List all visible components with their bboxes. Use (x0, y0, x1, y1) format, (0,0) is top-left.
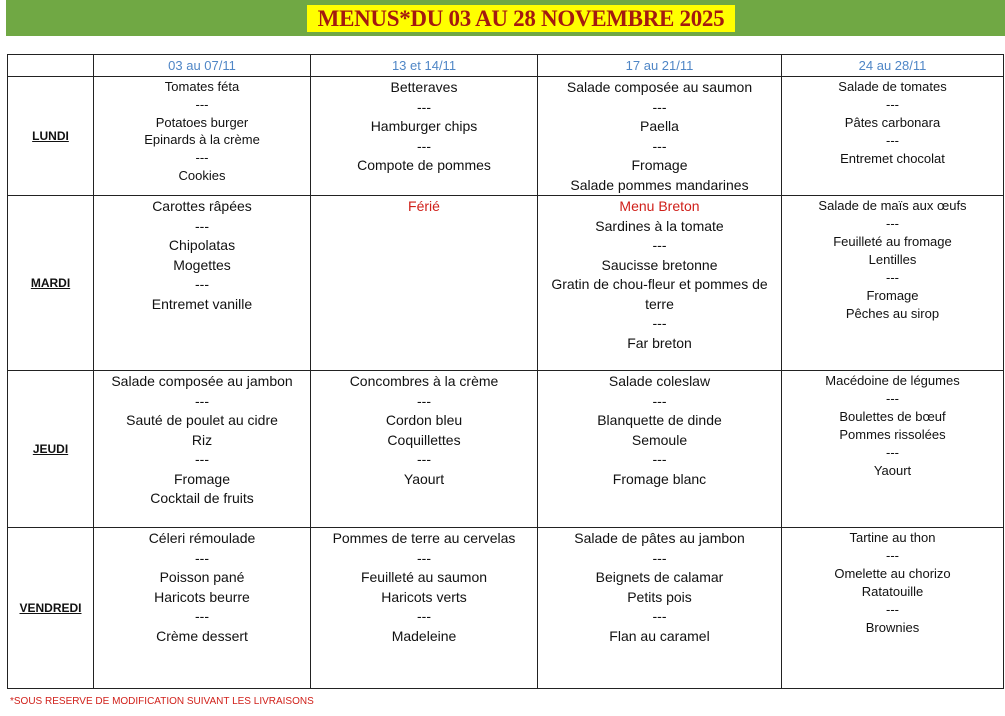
corner-cell (8, 55, 94, 77)
menu-item: Haricots verts (381, 588, 467, 605)
table-row (8, 77, 1004, 196)
menu-item: Salade pommes mandarines (570, 176, 749, 193)
menu-item: Brownies (865, 620, 920, 635)
menu-item: Fromage blanc (612, 470, 707, 487)
menu-cell (782, 528, 1004, 689)
column-header: 24 au 28/11 (782, 55, 1004, 77)
menu-item: Pâtes carbonara (844, 115, 941, 130)
menu-item: Far breton (627, 334, 692, 351)
menu-item: Yaourt (403, 470, 445, 487)
separator: --- (195, 217, 209, 234)
menu-item: Boulettes de bœuf (839, 409, 946, 424)
menu-item: Semoule (631, 431, 688, 448)
menu-item: Tomates féta (164, 79, 240, 94)
column-header: 13 et 14/11 (311, 55, 538, 77)
separator: --- (417, 137, 431, 154)
menu-cell (538, 528, 782, 689)
table-row (8, 528, 1004, 689)
separator: --- (652, 98, 667, 115)
table-row (8, 196, 1004, 371)
menu-item: Beignets de calamar (595, 569, 724, 585)
menu-item: Pêches au sirop (845, 306, 940, 321)
separator: --- (195, 608, 209, 624)
menu-item: Fromage (866, 288, 919, 303)
menu-cell (311, 196, 538, 371)
menu-item: Ratatouille (861, 584, 924, 599)
separator: --- (195, 549, 209, 566)
menu-item: Férié (408, 198, 440, 214)
menu-item: Lentilles (868, 252, 917, 267)
menu-item: Carottes râpées (152, 198, 252, 214)
page-title: MENUS*DU 03 AU 28 NOVEMBRE 2025 (307, 5, 735, 32)
menu-item: Macédoine de légumes (825, 373, 960, 388)
menu-item: Chipolatas (168, 237, 236, 253)
menu-cell (782, 196, 1004, 371)
separator: --- (886, 445, 899, 460)
menu-item: Salade de maïs aux œufs (818, 198, 967, 213)
separator: --- (195, 451, 209, 467)
separator: --- (195, 392, 209, 409)
menu-item: Salade composée au saumon (566, 79, 753, 95)
footnote: *SOUS RESERVE DE MODIFICATION SUIVANT LES LIVRAISONS (10, 696, 314, 707)
menu-item: Yaourt (873, 463, 912, 478)
menu-item: Poisson pané (159, 569, 245, 585)
separator: --- (652, 392, 667, 409)
separator: --- (652, 608, 667, 624)
menu-item: Compote de pommes (357, 157, 491, 173)
menu-item: Saucisse bretonne (601, 256, 718, 273)
menu-item: Omelette au chorizo (834, 566, 951, 581)
menu-item: Entremet vanille (151, 295, 253, 312)
separator: --- (886, 216, 899, 231)
menu-item: Betteraves (390, 79, 458, 95)
day-label: VENDREDI (8, 528, 94, 689)
separator: --- (652, 137, 667, 154)
menu-cell (782, 371, 1004, 528)
menu-item: Madeleine (391, 627, 457, 644)
separator: --- (417, 549, 431, 566)
menu-item: Sardines à la tomate (595, 217, 724, 234)
table-row (8, 371, 1004, 528)
menu-item: Crème dessert (156, 627, 248, 644)
separator: --- (195, 150, 209, 166)
menu-cell (782, 77, 1004, 196)
menu-cell (538, 77, 782, 196)
menu-item: Haricots beurre (154, 588, 250, 605)
menu-item: Riz (191, 431, 213, 448)
separator: --- (886, 270, 899, 285)
menu-item: Hamburger chips (370, 118, 478, 134)
column-header: 17 au 21/11 (538, 55, 782, 77)
separator: --- (417, 451, 431, 467)
menu-item: Fromage (631, 157, 688, 173)
menu-cell (94, 528, 311, 689)
separator: --- (417, 608, 431, 624)
menu-item: Salade de tomates (838, 79, 947, 94)
menu-item: Fromage (173, 470, 231, 487)
separator: --- (417, 392, 431, 409)
menu-cell (94, 371, 311, 528)
menu-item: Paella (640, 118, 679, 134)
menu-item: Feuilleté au fromage (833, 234, 952, 249)
menu-item: Entremet chocolat (840, 151, 945, 166)
menu-item: Salade composée au jambon (111, 373, 293, 389)
menu-item: Blanquette de dinde (597, 412, 722, 428)
separator: --- (886, 548, 899, 563)
separator: --- (652, 549, 667, 566)
menu-item: Flan au caramel (609, 627, 710, 644)
menu-cell (538, 371, 782, 528)
menu-item: Salade coleslaw (608, 373, 711, 389)
menu-item: Salade de pâtes au jambon (574, 530, 745, 546)
menu-item: Tartine au thon (849, 530, 936, 545)
menu-item: Pommes rissolées (839, 427, 946, 442)
menu-item: Feuilleté au saumon (360, 569, 488, 585)
separator: --- (652, 315, 667, 331)
menu-item: Epinards à la crème (144, 132, 260, 148)
menu-cell (311, 77, 538, 196)
menu-item: Mogettes (173, 256, 231, 273)
menu-item: Cookies (178, 167, 226, 183)
menu-item: Potatoes burger (155, 114, 249, 130)
separator: --- (195, 276, 209, 292)
menu-cell (94, 77, 311, 196)
separator: --- (417, 98, 431, 115)
separator: --- (886, 602, 899, 617)
menu-item: Coquillettes (387, 431, 461, 448)
column-header: 03 au 07/11 (94, 55, 311, 77)
menu-cell (538, 196, 782, 371)
separator: --- (652, 237, 667, 253)
day-label: JEUDI (8, 371, 94, 528)
header-row (8, 55, 1004, 77)
menu-cell (311, 371, 538, 528)
menu-item: Concombres à la crème (349, 373, 499, 389)
menu-item: Menu Breton (619, 198, 700, 214)
menu-item: Gratin de chou-fleur et pommes de terre (551, 276, 768, 312)
separator: --- (652, 451, 667, 467)
separator: --- (886, 391, 899, 406)
menu-table (7, 54, 1004, 689)
menu-item: Sauté de poulet au cidre (126, 412, 278, 428)
menu-item: Céleri rémoulade (148, 530, 256, 546)
menu-item: Cordon bleu (385, 412, 463, 428)
menu-cell (311, 528, 538, 689)
separator: --- (195, 96, 209, 112)
menu-item: Petits pois (627, 588, 692, 605)
day-label: LUNDI (8, 77, 94, 196)
separator: --- (886, 133, 899, 148)
menu-cell (94, 196, 311, 371)
menu-item: Pommes de terre au cervelas (332, 530, 516, 546)
day-label: MARDI (8, 196, 94, 371)
separator: --- (886, 97, 899, 112)
menu-item: Cocktail de fruits (150, 490, 254, 506)
